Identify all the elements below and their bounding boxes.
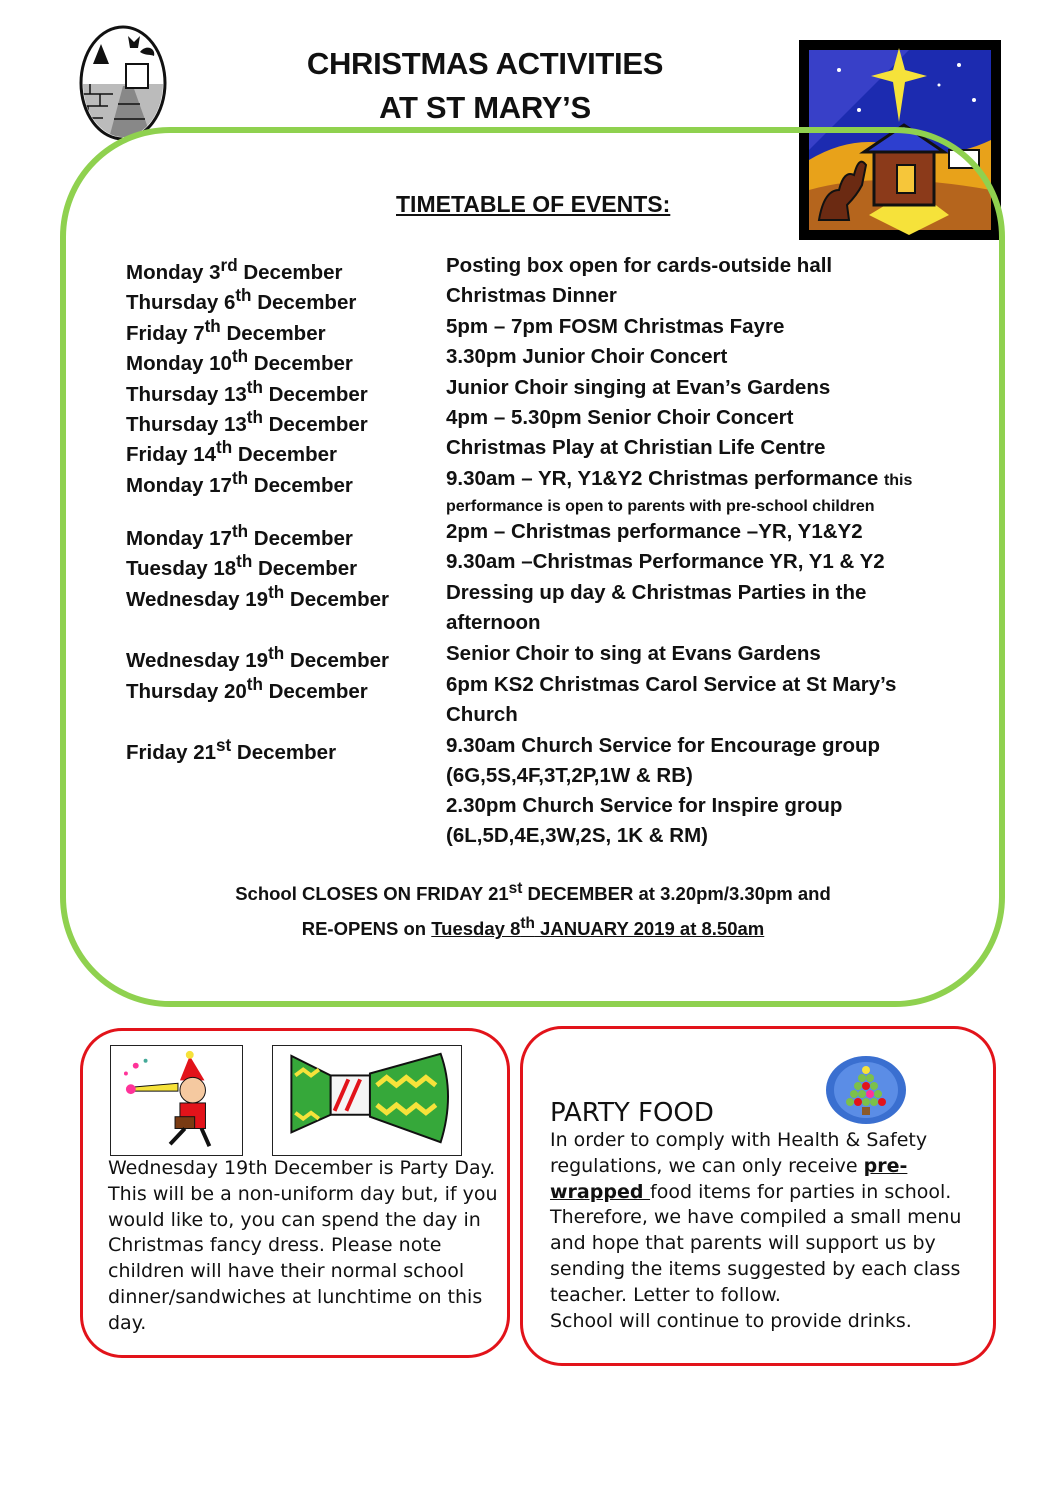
party-jester-clipart bbox=[110, 1045, 243, 1156]
event-description: Dressing up day & Christmas Parties in the afternoon bbox=[446, 581, 867, 634]
event-description: 2.30pm Church Service for Inspire group (6L,5D,4E,3W,2S, 1K & RM) bbox=[446, 794, 843, 847]
title-line-1: CHRISTMAS ACTIVITIES bbox=[306, 46, 664, 81]
party-food-heading: PARTY FOOD bbox=[550, 1098, 714, 1128]
event-date: Thursday 13th December bbox=[126, 408, 368, 436]
party-food-text: In order to comply with Health & Safety regulations, we can only receive pre-wrapped food items for parties in school. Therefore, we have compiled a small menu and hope that parents will support us by sending the items suggested by each class teacher. Letter to follow. School will continue to provide drinks. bbox=[550, 1129, 962, 1332]
christmas-cracker-clipart bbox=[272, 1045, 462, 1156]
event-description: 9.30am – YR, Y1&Y2 Christmas performance this performance is open to parents with pre-school children bbox=[446, 467, 913, 515]
event-date: Thursday 6th December bbox=[126, 286, 357, 314]
title-line-2: AT ST MARY’S bbox=[379, 90, 591, 125]
event-description: Junior Choir singing at Evan’s Gardens bbox=[446, 376, 831, 399]
closing-notice bbox=[150, 874, 916, 944]
event-description: 3.30pm Junior Choir Concert bbox=[446, 345, 728, 368]
event-description: 6pm KS2 Christmas Carol Service at St Mary’s Church bbox=[446, 673, 897, 726]
event-description: 4pm – 5.30pm Senior Choir Concert bbox=[446, 406, 794, 429]
party-day-text: Wednesday 19th December is Party Day. This will be a non-uniform day but, if you would like to, you can spend the day in Christmas fancy dress. Please note children will have their normal school dinner/sandwiches at lunchtime on this day. bbox=[108, 1157, 498, 1334]
event-date: Friday 14th December bbox=[126, 438, 337, 466]
event-date: Wednesday 19th December bbox=[126, 583, 390, 611]
event-date: Monday 10th December bbox=[126, 347, 353, 375]
closing-line-1: School CLOSES ON FRIDAY 21st DECEMBER at 3.20pm/3.30pm and bbox=[235, 880, 831, 905]
event-date: Thursday 13th December bbox=[126, 378, 368, 406]
event-description: Christmas Play at Christian Life Centre bbox=[446, 436, 826, 459]
event-date: Tuesday 18th December bbox=[126, 552, 358, 580]
event-date: Friday 21st December bbox=[126, 736, 337, 764]
timetable-heading: TIMETABLE OF EVENTS: bbox=[396, 191, 671, 217]
event-description: Christmas Dinner bbox=[446, 284, 617, 307]
event-description: 9.30am Church Service for Encourage group (6G,5S,4F,3T,2P,1W & RB) bbox=[446, 734, 881, 787]
event-date: Friday 7th December bbox=[126, 317, 326, 345]
event-date: Monday 3rd December bbox=[126, 256, 343, 284]
closing-line-2: RE-OPENS on Tuesday 8th JANUARY 2019 at 8.50am bbox=[301, 915, 765, 940]
school-logo bbox=[78, 24, 168, 142]
pre-wrapped-emphasis: pre-wrapped bbox=[550, 1154, 908, 1203]
event-description: Posting box open for cards-outside hall bbox=[446, 254, 833, 277]
page-title bbox=[250, 42, 720, 130]
fruit-tree-plate-image bbox=[806, 1052, 924, 1124]
event-description: 2pm – Christmas performance –YR, Y1&Y2 bbox=[446, 520, 863, 543]
event-description: Senior Choir to sing at Evans Gardens bbox=[446, 642, 821, 665]
event-description: 5pm – 7pm FOSM Christmas Fayre bbox=[446, 315, 785, 338]
event-date: Wednesday 19th December bbox=[126, 644, 390, 672]
event-date: Monday 17th December bbox=[126, 469, 353, 497]
event-description: 9.30am –Christmas Performance YR, Y1 & Y2 bbox=[446, 550, 885, 573]
event-date: Monday 17th December bbox=[126, 522, 353, 550]
event-date: Thursday 20th December bbox=[126, 675, 368, 703]
